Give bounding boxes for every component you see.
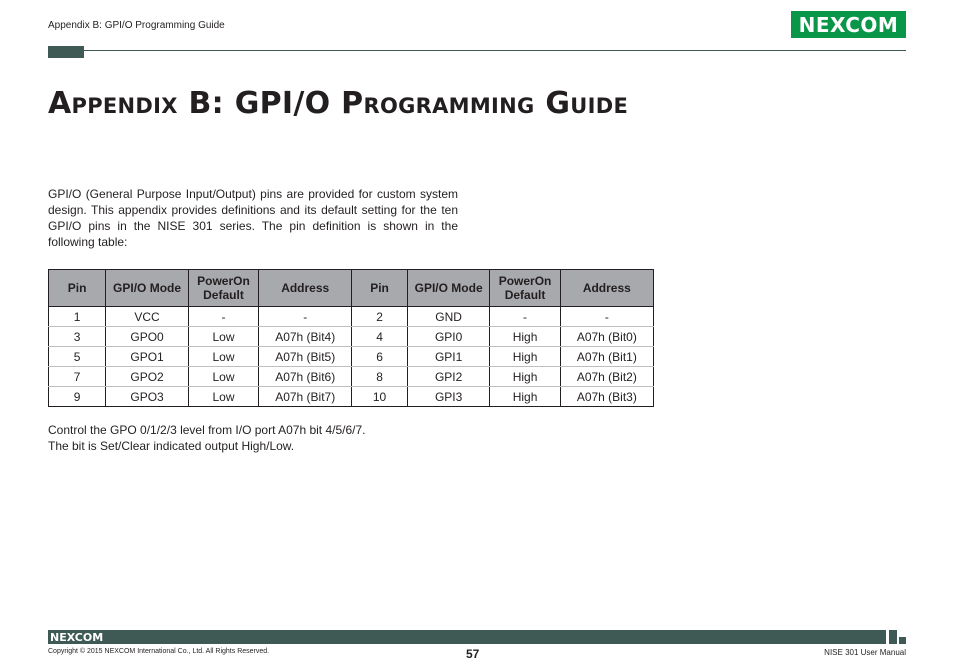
gpio-pin-table [48,269,654,407]
table-cell: 8 [352,367,407,387]
table-row [49,327,654,347]
table-cell: A07h (Bit3) [560,387,653,407]
column-header: Address [560,270,653,307]
table-cell: GPI2 [407,367,490,387]
note-line: Control the GPO 0/1/2/3 level from I/O port A07h bit 4/5/6/7. [48,423,366,437]
table-cell: Low [188,347,258,367]
footer-squares-decoration [889,630,906,644]
table-cell: 7 [49,367,106,387]
table-cell: GPI0 [407,327,490,347]
table-cell: - [259,307,352,327]
page-number: 57 [466,647,480,661]
footer-bar [48,630,886,644]
table-cell: 9 [49,387,106,407]
table-cell: A07h (Bit4) [259,327,352,347]
table-cell: A07h (Bit7) [259,387,352,407]
table-cell: GND [407,307,490,327]
column-header: GPI/O Mode [407,270,490,307]
table-row [49,367,654,387]
table-cell: A07h (Bit0) [560,327,653,347]
table-cell: High [490,347,560,367]
intro-paragraph: GPI/O (General Purpose Input/Output) pins are provided for custom system design. This appendix provides definitions and its default setting for the ten GPI/O pins in the NISE 301 series. The pin definition is shown in the following table: [48,187,458,249]
table-cell: VCC [106,307,189,327]
table-cell: GPI1 [407,347,490,367]
table-cell: 4 [352,327,407,347]
table-row [49,387,654,407]
logo-text: NEXCOM [798,12,899,37]
table-cell: 6 [352,347,407,367]
column-header: PowerOn Default [188,270,258,307]
table-cell: A07h (Bit6) [259,367,352,387]
column-header: GPI/O Mode [106,270,189,307]
manual-name: NISE 301 User Manual [824,648,906,657]
running-header: Appendix B: GPI/O Programming Guide [48,20,225,31]
column-header: PowerOn Default [490,270,560,307]
column-header: Address [259,270,352,307]
table-cell: GPO3 [106,387,189,407]
header-rule-block [48,46,84,58]
table-cell: Low [188,367,258,387]
table-cell: GPO2 [106,367,189,387]
table-header-row [49,270,654,307]
footer-logo: NEXCOM [50,631,104,644]
table-cell: A07h (Bit1) [560,347,653,367]
table-cell: 3 [49,327,106,347]
table-cell: Low [188,387,258,407]
table-cell: - [560,307,653,327]
table-cell: 2 [352,307,407,327]
table-cell: 1 [49,307,106,327]
table-cell: - [188,307,258,327]
table-cell: 5 [49,347,106,367]
table-cell: A07h (Bit5) [259,347,352,367]
table-cell: - [490,307,560,327]
table-row [49,347,654,367]
table-cell: High [490,387,560,407]
nexcom-logo [791,11,906,38]
page-title: Appendix B: GPI/O Programming Guide [48,86,629,121]
notes-block [48,422,366,454]
header-rule [48,50,906,51]
table-cell: GPO0 [106,327,189,347]
table-cell: High [490,367,560,387]
note-line: The bit is Set/Clear indicated output High/Low. [48,439,295,453]
table-cell: GPI3 [407,387,490,407]
column-header: Pin [352,270,407,307]
column-header: Pin [49,270,106,307]
copyright-text: Copyright © 2015 NEXCOM International Co., Ltd. All Rights Reserved. [48,648,270,655]
table-cell: A07h (Bit2) [560,367,653,387]
table-row [49,307,654,327]
table-cell: 10 [352,387,407,407]
table-cell: High [490,327,560,347]
table-cell: Low [188,327,258,347]
table-cell: GPO1 [106,347,189,367]
